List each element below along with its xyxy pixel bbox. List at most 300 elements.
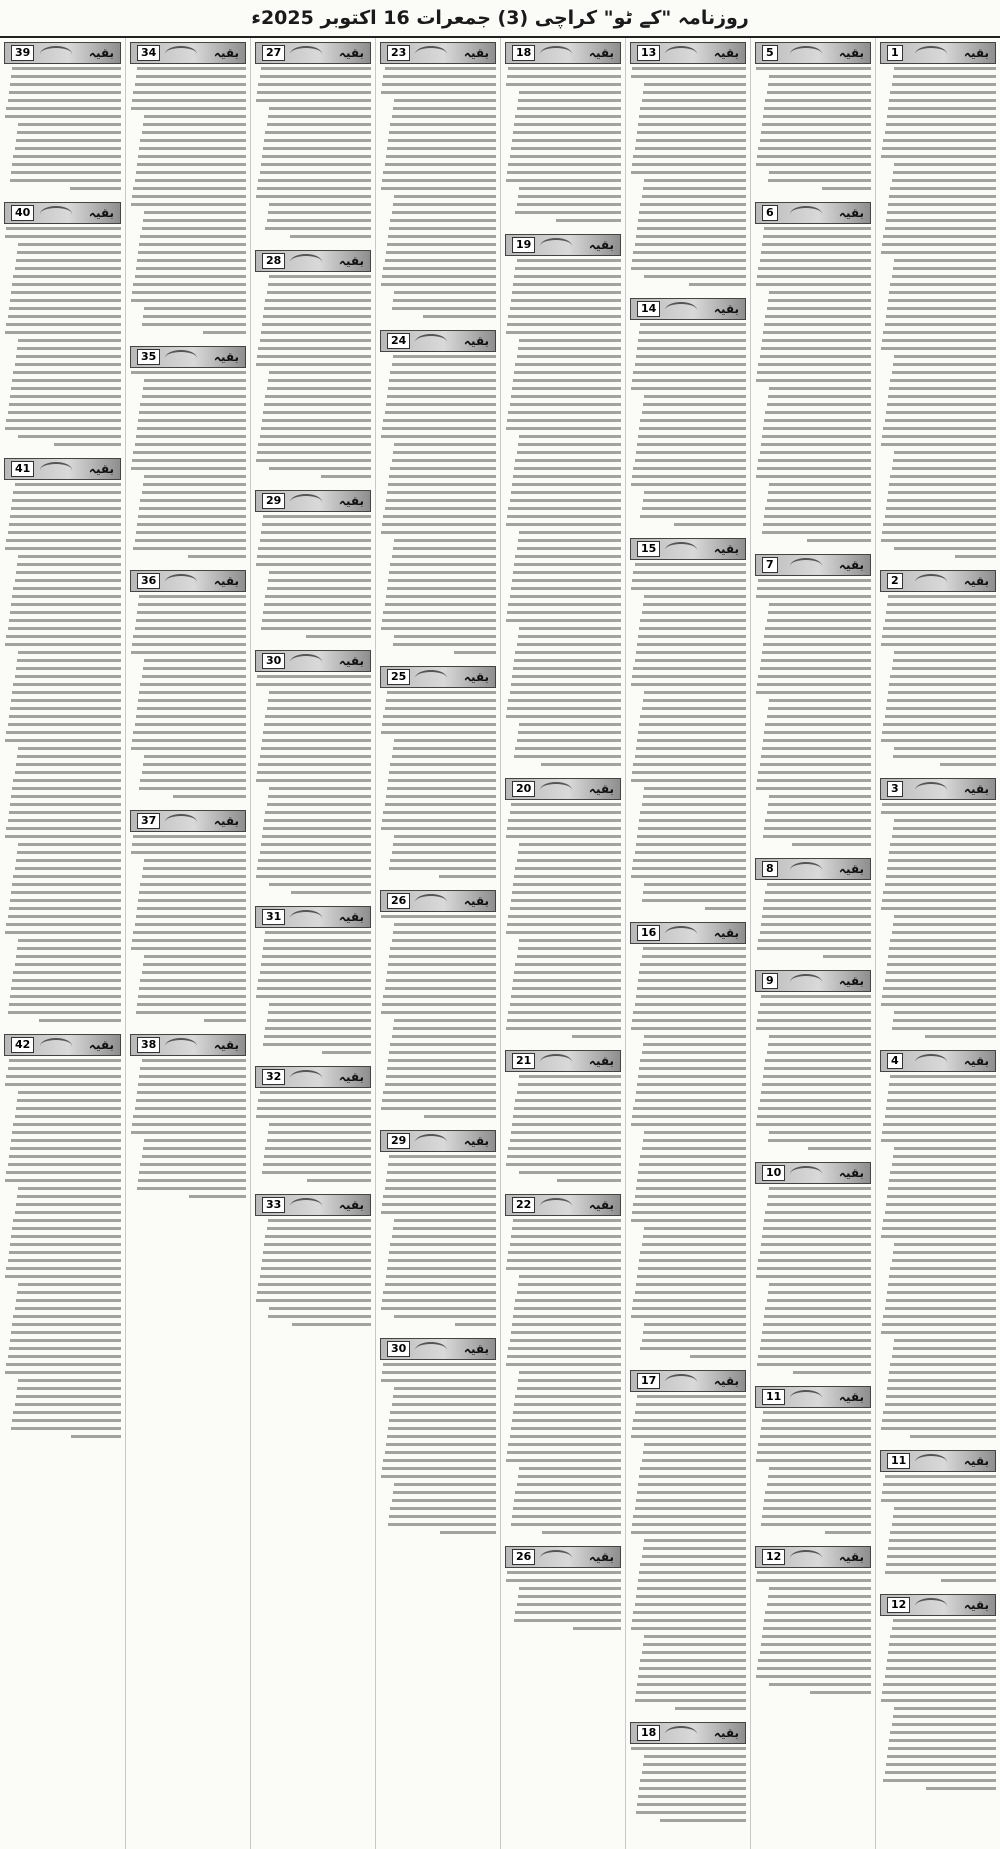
- text-line: [631, 1627, 746, 1630]
- text-line: [756, 1027, 871, 1030]
- tag-ornament: [915, 1598, 947, 1614]
- text-line: [882, 1491, 996, 1494]
- text-line: [885, 227, 996, 230]
- text-line: [761, 1243, 871, 1246]
- text-line: [889, 1643, 996, 1646]
- text-line: [506, 523, 621, 526]
- text-line: [515, 1099, 621, 1102]
- text-line: [639, 1667, 746, 1670]
- text-line: [385, 707, 496, 710]
- text-line: [388, 483, 496, 486]
- text-line: [508, 1347, 621, 1350]
- text-line: [382, 1099, 496, 1102]
- continuation-number: 37: [137, 813, 160, 829]
- text-line: [518, 347, 621, 350]
- story-text: [380, 691, 496, 878]
- text-line: [635, 1099, 746, 1102]
- text-line: [394, 635, 496, 638]
- text-line: [765, 1611, 871, 1614]
- text-line: [385, 163, 496, 166]
- text-line: [39, 1019, 121, 1022]
- text-line: [6, 419, 121, 422]
- text-line: [890, 1731, 996, 1734]
- text-line: [637, 643, 746, 646]
- tag-ornament: [915, 1054, 947, 1070]
- text-line: [765, 1307, 871, 1310]
- text-line: [643, 947, 746, 950]
- text-line: [633, 155, 746, 158]
- continuation-tag: [755, 554, 871, 576]
- text-line: [137, 67, 246, 70]
- text-line: [633, 571, 746, 574]
- text-line: [633, 371, 746, 374]
- text-line: [137, 1187, 246, 1190]
- continuation-label: بقیہ: [463, 46, 489, 60]
- text-line: [519, 339, 621, 342]
- text-line: [507, 1019, 621, 1022]
- text-line: [138, 419, 246, 422]
- text-line: [642, 195, 746, 198]
- continuation-label: بقیہ: [588, 782, 614, 796]
- text-line: [756, 379, 871, 382]
- text-line: [763, 427, 871, 430]
- text-line: [512, 1419, 621, 1422]
- text-line: [10, 1243, 121, 1246]
- text-line: [639, 627, 746, 630]
- text-line: [888, 107, 996, 110]
- text-line: [13, 683, 121, 686]
- text-line: [643, 499, 746, 502]
- text-line: [386, 155, 496, 158]
- text-line: [643, 603, 746, 606]
- text-line: [269, 1003, 371, 1006]
- text-line: [265, 1027, 371, 1030]
- page-column: [875, 38, 1000, 1849]
- text-line: [519, 531, 621, 534]
- text-line: [881, 643, 996, 646]
- continuation-tag: [130, 346, 246, 368]
- text-line: [883, 139, 996, 142]
- text-line: [515, 963, 621, 966]
- text-line: [757, 1571, 871, 1574]
- continuation-story: [755, 1542, 871, 1699]
- text-line: [393, 747, 496, 750]
- text-line: [642, 1555, 746, 1558]
- continuation-story: [630, 294, 746, 531]
- text-line: [142, 675, 246, 678]
- text-line: [889, 195, 996, 198]
- text-line: [265, 131, 371, 134]
- text-line: [638, 1579, 746, 1582]
- text-line: [8, 627, 121, 630]
- text-line: [267, 291, 371, 294]
- continuation-story: [130, 342, 246, 563]
- text-line: [889, 851, 996, 854]
- text-line: [18, 435, 121, 438]
- text-line: [390, 219, 496, 222]
- text-line: [910, 1435, 996, 1438]
- text-line: [140, 1163, 246, 1166]
- text-line: [514, 275, 621, 278]
- text-line: [131, 299, 246, 302]
- text-line: [388, 963, 496, 966]
- text-line: [387, 395, 496, 398]
- text-line: [637, 1275, 746, 1278]
- text-line: [440, 1531, 496, 1534]
- text-line: [267, 587, 371, 590]
- text-line: [515, 1491, 621, 1494]
- text-line: [513, 883, 621, 886]
- text-line: [307, 1179, 371, 1182]
- text-line: [508, 699, 621, 702]
- continuation-tag: [755, 1162, 871, 1184]
- continuation-label: بقیہ: [463, 670, 489, 684]
- text-line: [762, 531, 871, 534]
- text-line: [940, 763, 996, 766]
- text-line: [941, 1579, 996, 1582]
- text-line: [508, 819, 621, 822]
- text-line: [5, 739, 121, 742]
- continuation-story: [130, 806, 246, 1027]
- text-line: [269, 275, 371, 278]
- text-line: [643, 795, 746, 798]
- text-line: [139, 1075, 246, 1078]
- text-line: [144, 307, 246, 310]
- text-line: [638, 339, 746, 342]
- text-line: [882, 803, 996, 806]
- text-line: [256, 779, 371, 782]
- text-line: [142, 323, 246, 326]
- text-line: [883, 723, 996, 726]
- text-line: [269, 691, 371, 694]
- continuation-number: 29: [387, 1133, 410, 1149]
- text-line: [882, 435, 996, 438]
- story-text: [130, 835, 246, 1022]
- text-line: [517, 1603, 621, 1606]
- text-line: [388, 779, 496, 782]
- text-line: [268, 579, 371, 582]
- continuation-tag: [255, 1194, 371, 1216]
- text-line: [885, 1403, 996, 1406]
- text-line: [892, 835, 996, 838]
- text-line: [888, 955, 996, 958]
- continuation-story: [130, 1030, 246, 1203]
- text-line: [640, 1659, 746, 1662]
- text-line: [388, 1163, 496, 1166]
- text-line: [385, 67, 496, 70]
- text-line: [268, 1315, 371, 1318]
- text-line: [637, 1683, 746, 1686]
- text-line: [265, 299, 371, 302]
- text-line: [765, 891, 871, 894]
- text-line: [392, 851, 496, 854]
- continuation-label: بقیہ: [463, 894, 489, 908]
- text-line: [13, 971, 121, 974]
- text-line: [381, 187, 496, 190]
- story-text: [380, 355, 496, 654]
- text-line: [632, 1619, 746, 1622]
- text-line: [390, 563, 496, 566]
- text-line: [511, 1235, 621, 1238]
- text-line: [261, 67, 371, 70]
- text-line: [890, 675, 996, 678]
- text-line: [635, 659, 746, 662]
- text-line: [11, 603, 121, 606]
- story-text: [4, 227, 121, 446]
- text-line: [764, 1499, 871, 1502]
- text-line: [769, 291, 871, 294]
- text-line: [143, 763, 246, 766]
- text-line: [640, 1563, 746, 1566]
- text-line: [260, 755, 371, 758]
- text-line: [71, 1435, 121, 1438]
- text-line: [519, 939, 621, 942]
- text-line: [510, 1243, 621, 1246]
- text-line: [15, 267, 121, 270]
- text-line: [512, 1515, 621, 1518]
- text-line: [511, 299, 621, 302]
- text-line: [389, 475, 496, 478]
- text-line: [893, 1251, 996, 1254]
- text-line: [18, 1379, 121, 1382]
- text-line: [768, 1195, 871, 1198]
- text-line: [769, 1467, 871, 1470]
- text-line: [11, 1235, 121, 1238]
- text-line: [635, 243, 746, 246]
- text-line: [136, 171, 246, 174]
- continuation-number: 26: [512, 1549, 535, 1565]
- text-line: [760, 1347, 871, 1350]
- continuation-label: بقیہ: [963, 574, 989, 588]
- text-line: [258, 763, 371, 766]
- text-line: [256, 683, 371, 686]
- text-line: [260, 339, 371, 342]
- text-line: [757, 1667, 871, 1670]
- text-line: [508, 67, 621, 70]
- text-line: [11, 507, 121, 510]
- text-line: [269, 467, 371, 470]
- text-line: [10, 179, 121, 182]
- tag-ornament: [40, 1038, 72, 1054]
- text-line: [5, 115, 121, 118]
- text-line: [639, 1067, 746, 1070]
- story-text: [255, 675, 371, 894]
- story-text: [130, 371, 246, 558]
- text-line: [135, 723, 246, 726]
- continuation-number: 28: [262, 253, 285, 269]
- continuation-story: [380, 38, 496, 323]
- text-line: [139, 411, 246, 414]
- text-line: [383, 171, 496, 174]
- text-line: [514, 1107, 621, 1110]
- text-line: [262, 419, 371, 422]
- text-line: [889, 1539, 996, 1542]
- tag-ornament: [665, 302, 697, 318]
- text-line: [888, 491, 996, 494]
- continuation-tag: [380, 666, 496, 688]
- text-line: [144, 475, 246, 478]
- text-line: [6, 323, 121, 326]
- text-line: [514, 1619, 621, 1622]
- text-line: [893, 923, 996, 926]
- continuation-label: بقیہ: [963, 782, 989, 796]
- continuation-story: [255, 1190, 371, 1331]
- text-line: [887, 699, 996, 702]
- text-line: [389, 379, 496, 382]
- text-line: [886, 219, 996, 222]
- text-line: [10, 707, 121, 710]
- text-line: [6, 1171, 121, 1174]
- text-line: [454, 651, 496, 654]
- text-line: [887, 499, 996, 502]
- text-line: [11, 987, 121, 990]
- text-line: [11, 795, 121, 798]
- text-line: [757, 779, 871, 782]
- text-line: [635, 755, 746, 758]
- text-line: [768, 1291, 871, 1294]
- text-line: [387, 1171, 496, 1174]
- text-line: [394, 195, 496, 198]
- text-line: [386, 499, 496, 502]
- text-line: [885, 1771, 996, 1774]
- text-line: [887, 403, 996, 406]
- text-line: [757, 155, 871, 158]
- text-line: [765, 507, 871, 510]
- text-line: [15, 1211, 121, 1214]
- text-line: [383, 75, 496, 78]
- text-line: [508, 1443, 621, 1446]
- text-line: [636, 651, 746, 654]
- continuation-label: بقیہ: [713, 1726, 739, 1740]
- continuation-story: [255, 246, 371, 483]
- text-line: [389, 1155, 496, 1158]
- continuation-number: 31: [262, 909, 285, 925]
- text-line: [17, 1387, 121, 1390]
- text-line: [16, 139, 121, 142]
- text-line: [381, 1211, 496, 1214]
- text-line: [260, 539, 371, 542]
- text-line: [881, 1139, 996, 1142]
- text-line: [135, 1107, 246, 1110]
- text-line: [519, 627, 621, 630]
- text-line: [262, 1259, 371, 1262]
- text-line: [632, 867, 746, 870]
- text-line: [136, 619, 246, 622]
- text-line: [392, 1035, 496, 1038]
- tag-ornament: [415, 894, 447, 910]
- text-line: [757, 1267, 871, 1270]
- text-line: [382, 1371, 496, 1374]
- text-line: [642, 411, 746, 414]
- text-line: [16, 1107, 121, 1110]
- text-line: [386, 795, 496, 798]
- text-line: [882, 995, 996, 998]
- text-line: [886, 1395, 996, 1398]
- text-line: [635, 459, 746, 462]
- text-line: [257, 1107, 371, 1110]
- text-line: [640, 323, 746, 326]
- text-line: [890, 1531, 996, 1534]
- continuation-label: بقیہ: [838, 862, 864, 876]
- tag-ornament: [540, 1054, 572, 1070]
- text-line: [265, 715, 371, 718]
- text-line: [640, 811, 746, 814]
- text-line: [390, 123, 496, 126]
- text-line: [890, 283, 996, 286]
- text-line: [756, 283, 871, 286]
- continuation-story: [255, 902, 371, 1059]
- continuation-tag: [380, 890, 496, 912]
- text-line: [675, 1707, 746, 1710]
- text-line: [9, 1003, 121, 1006]
- text-line: [887, 1195, 996, 1198]
- text-line: [268, 699, 371, 702]
- text-line: [762, 915, 871, 918]
- text-line: [17, 563, 121, 566]
- text-line: [633, 251, 746, 254]
- continuation-tag: [630, 1722, 746, 1744]
- text-line: [11, 387, 121, 390]
- text-line: [264, 819, 371, 822]
- story-text: [380, 1363, 496, 1534]
- continuation-story: [130, 566, 246, 803]
- text-line: [140, 883, 246, 886]
- text-line: [639, 1571, 746, 1574]
- page-column: [500, 38, 625, 1849]
- continuation-number: 18: [637, 1725, 660, 1741]
- text-line: [632, 67, 746, 70]
- text-line: [894, 451, 996, 454]
- text-line: [137, 427, 246, 430]
- text-line: [632, 1115, 746, 1118]
- text-line: [769, 171, 871, 174]
- text-line: [888, 1091, 996, 1094]
- text-line: [510, 1003, 621, 1006]
- text-line: [140, 683, 246, 686]
- text-line: [394, 1387, 496, 1390]
- text-line: [883, 987, 996, 990]
- text-line: [762, 435, 871, 438]
- text-line: [638, 1795, 746, 1798]
- text-line: [633, 1203, 746, 1206]
- text-line: [631, 1747, 746, 1750]
- text-line: [507, 1259, 621, 1262]
- text-line: [268, 1219, 371, 1222]
- text-line: [138, 699, 246, 702]
- continuation-label: بقیہ: [838, 558, 864, 572]
- text-line: [887, 1555, 996, 1558]
- text-line: [513, 283, 621, 286]
- text-line: [883, 1315, 996, 1318]
- text-line: [15, 771, 121, 774]
- tag-ornament: [915, 782, 947, 798]
- text-line: [143, 867, 246, 870]
- text-line: [513, 1115, 621, 1118]
- text-line: [633, 1299, 746, 1302]
- text-line: [133, 451, 246, 454]
- text-line: [514, 1403, 621, 1406]
- continuation-number: 5: [762, 45, 778, 61]
- text-line: [643, 1451, 746, 1454]
- text-line: [762, 1635, 871, 1638]
- tag-ornament: [665, 46, 697, 62]
- text-line: [760, 259, 871, 262]
- text-line: [758, 363, 871, 366]
- text-line: [140, 779, 246, 782]
- text-line: [883, 891, 996, 894]
- text-line: [18, 339, 121, 342]
- text-line: [138, 1083, 246, 1086]
